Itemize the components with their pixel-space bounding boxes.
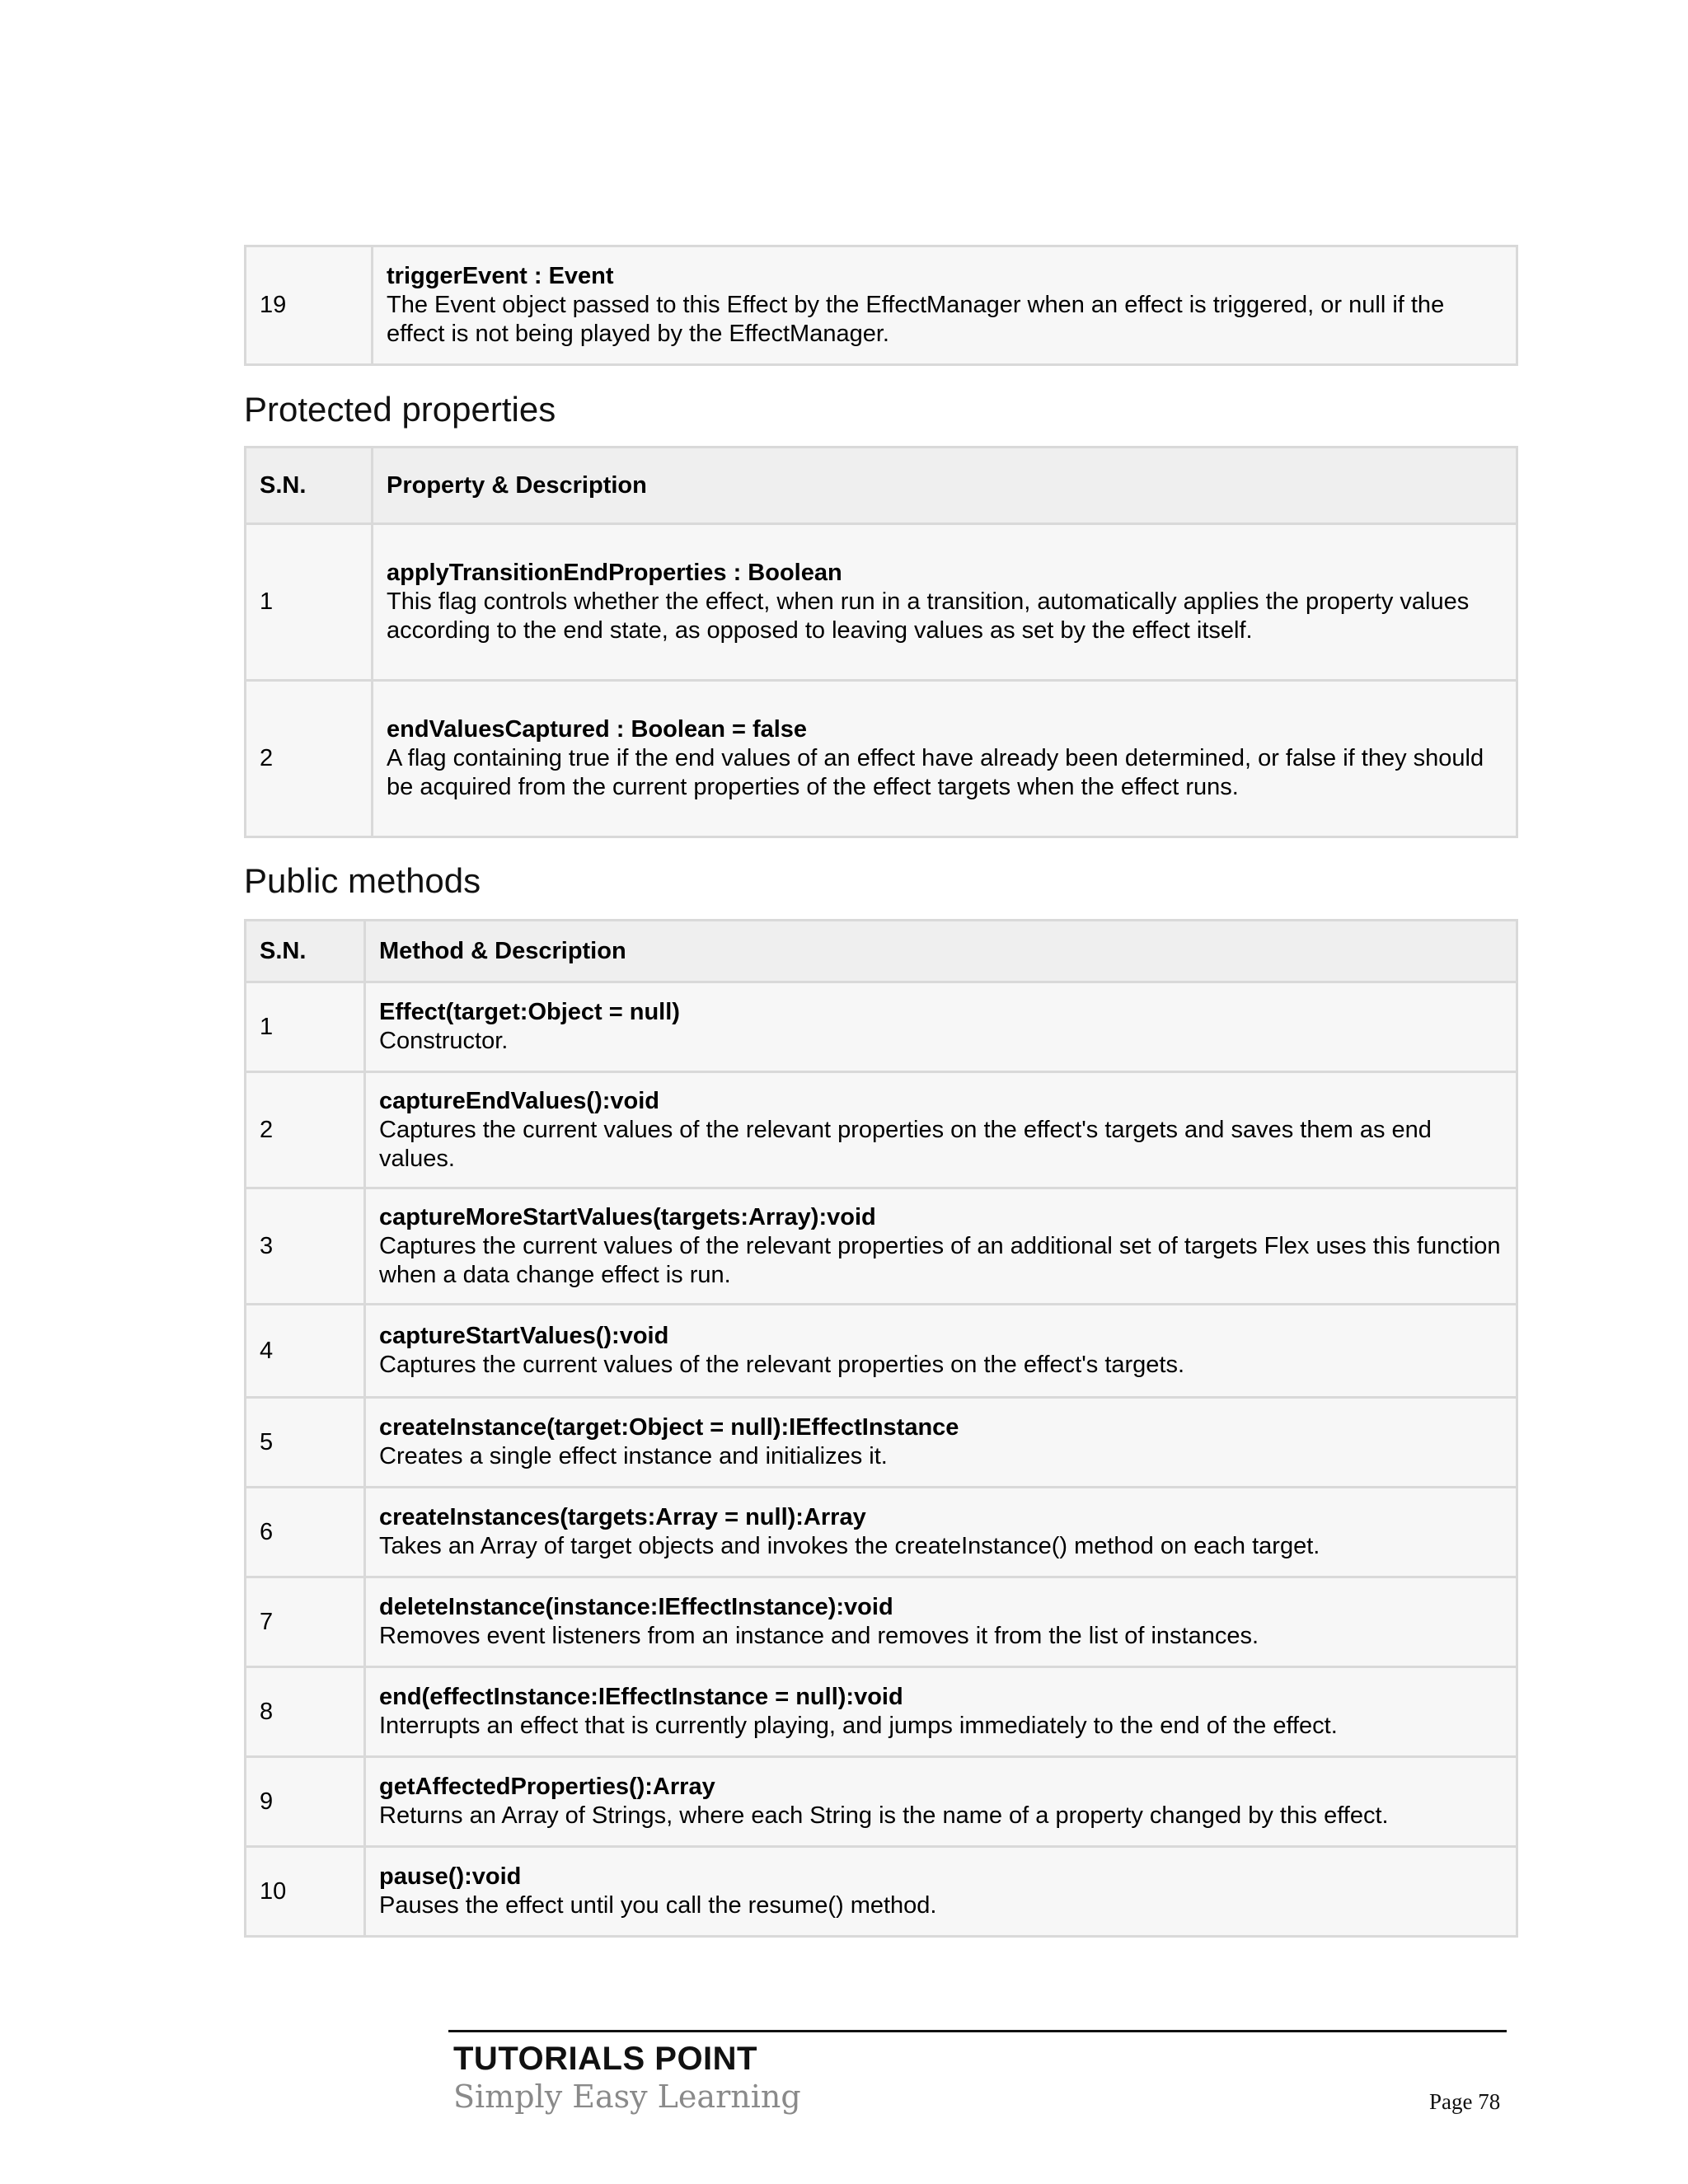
property-name: triggerEvent : Event	[387, 263, 614, 289]
sn-cell: 3	[246, 1188, 365, 1305]
footer-tagline: Simply Easy Learning	[453, 2079, 801, 2115]
method-name: Effect(target:Object = null)	[379, 999, 680, 1025]
sn-cell: 2	[246, 681, 373, 837]
table-row	[246, 524, 1517, 681]
description-cell	[373, 681, 1517, 837]
public-methods-table	[244, 919, 1518, 1938]
protected-properties-table	[244, 446, 1518, 838]
description-cell	[365, 1398, 1517, 1488]
table-row	[246, 1188, 1517, 1305]
method-name: getAffectedProperties():Array	[379, 1774, 715, 1800]
description-cell	[365, 1757, 1517, 1847]
table-row	[246, 1577, 1517, 1667]
method-description: Removes event listeners from an instance and removes it from the list of instances.	[379, 1623, 1259, 1649]
method-description: Captures the current values of the relevant properties on the effect's targets.	[379, 1352, 1185, 1378]
description-cell	[365, 1577, 1517, 1667]
sn-cell: 4	[246, 1305, 365, 1398]
table-header-row	[246, 921, 1517, 982]
method-name: captureMoreStartValues(targets:Array):void	[379, 1203, 876, 1230]
method-column-header: Method & Description	[365, 921, 1517, 982]
sn-column-header: S.N.	[246, 921, 365, 982]
table-row	[246, 1757, 1517, 1847]
sn-cell: 1	[246, 524, 373, 681]
property-description: This flag controls whether the effect, when run in a transition, automatically applies the property values according to the end state, as opposed to leaving values as set by the effect itself.	[387, 588, 1470, 644]
sn-cell: 19	[246, 246, 373, 365]
description-cell	[365, 1305, 1517, 1398]
table-row	[246, 1398, 1517, 1488]
description-cell	[365, 1667, 1517, 1757]
properties-continuation-table	[244, 245, 1518, 366]
method-description: Interrupts an effect that is currently playing, and jumps immediately to the end of the effect.	[379, 1713, 1338, 1739]
public-methods-heading: Public methods	[244, 861, 481, 900]
method-description: Constructor.	[379, 1028, 509, 1054]
method-description: Takes an Array of target objects and invokes the createInstance() method on each target.	[379, 1533, 1320, 1559]
footer-divider	[448, 2030, 1507, 2032]
method-name: captureEndValues():void	[379, 1087, 660, 1114]
sn-cell: 9	[246, 1757, 365, 1847]
sn-cell: 10	[246, 1847, 365, 1937]
description-cell	[365, 1188, 1517, 1305]
method-name: createInstance(target:Object = null):IEffectInstance	[379, 1414, 959, 1441]
sn-cell: 2	[246, 1072, 365, 1188]
property-description: The Event object passed to this Effect by the EffectManager when an effect is triggered, or null if the effect is not being played by the EffectManager.	[387, 292, 1445, 347]
property-name: endValuesCaptured : Boolean = false	[387, 716, 808, 743]
footer-brand: TUTORIALS POINT	[453, 2041, 757, 2077]
sn-cell: 1	[246, 982, 365, 1072]
method-name: pause():void	[379, 1863, 522, 1890]
table-row	[246, 681, 1517, 837]
table-header-row	[246, 448, 1517, 524]
method-description: Pauses the effect until you call the resume() method.	[379, 1892, 937, 1919]
protected-properties-heading: Protected properties	[244, 390, 556, 429]
method-name: end(effectInstance:IEffectInstance = null):void	[379, 1684, 903, 1710]
description-cell	[365, 982, 1517, 1072]
sn-cell: 5	[246, 1398, 365, 1488]
table-row	[246, 1847, 1517, 1937]
description-cell	[373, 246, 1517, 365]
method-description: Returns an Array of Strings, where each String is the name of a property changed by this effect.	[379, 1802, 1389, 1829]
description-cell	[365, 1847, 1517, 1937]
property-name: applyTransitionEndProperties : Boolean	[387, 560, 842, 586]
description-cell	[373, 524, 1517, 681]
method-name: createInstances(targets:Array = null):Array	[379, 1504, 866, 1530]
property-column-header: Property & Description	[373, 448, 1517, 524]
sn-column-header: S.N.	[246, 448, 373, 524]
table-row	[246, 1072, 1517, 1188]
description-cell	[365, 1488, 1517, 1577]
method-name: captureStartValues():void	[379, 1323, 669, 1349]
table-row	[246, 1305, 1517, 1398]
table-row	[246, 1488, 1517, 1577]
table-row	[246, 246, 1517, 365]
sn-cell: 7	[246, 1577, 365, 1667]
sn-cell: 6	[246, 1488, 365, 1577]
property-description: A flag containing true if the end values of an effect have already been determined, or false if they should be acquired from the current properties of the effect targets when the effect runs.	[387, 745, 1484, 800]
sn-cell: 8	[246, 1667, 365, 1757]
method-name: deleteInstance(instance:IEffectInstance):void	[379, 1594, 893, 1620]
method-description: Creates a single effect instance and initializes it.	[379, 1443, 888, 1469]
method-description: Captures the current values of the relevant properties on the effect's targets and saves them as end values.	[379, 1116, 1432, 1172]
table-row	[246, 982, 1517, 1072]
page-number: Page 78	[1429, 2089, 1501, 2114]
method-description: Captures the current values of the relevant properties of an additional set of targets Flex uses this function when a data change effect is run.	[379, 1232, 1501, 1288]
description-cell	[365, 1072, 1517, 1188]
table-row	[246, 1667, 1517, 1757]
